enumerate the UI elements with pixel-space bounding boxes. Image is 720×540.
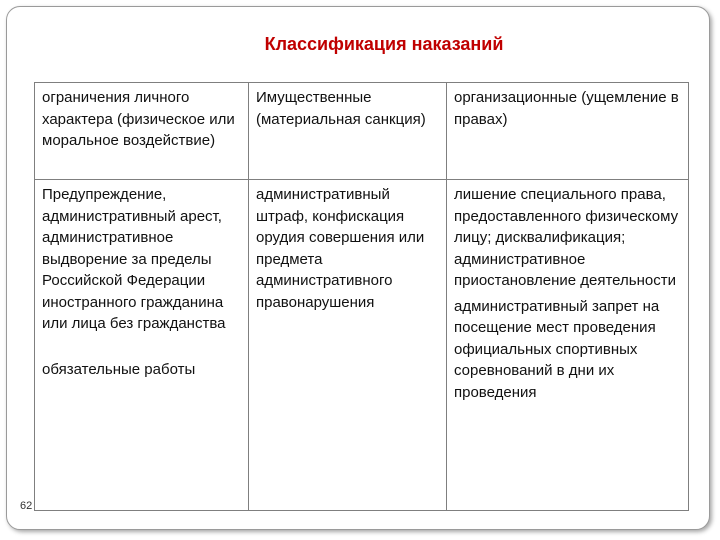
list-item: Предупреждение, административный арест, административное выдворение за пределы Российской Федерации иностранного гражданина или лица без гражданства	[42, 186, 226, 332]
list-item: административный штраф, конфискация орудия совершения или предмета административного правонарушения	[256, 186, 425, 311]
table-header-row	[35, 83, 689, 180]
list-item: лишение специального права, предоставленного физическому лицу; дисквалификация; административное приостановление деятельности	[454, 186, 679, 289]
table-body-row	[35, 180, 689, 511]
list-item: обязательные работы	[42, 360, 196, 378]
header-cell-organizational: организационные (ущемление в правах)	[447, 83, 689, 180]
list-item: административный запрет на посещение мест проведения официальных спортивных соревнований в дни их проведения	[454, 297, 660, 401]
body-cell-property	[249, 180, 447, 511]
header-cell-personal: ограничения личного характера (физическое или моральное воздействие)	[35, 83, 249, 180]
body-cell-organizational	[447, 180, 689, 511]
page-number: 62	[20, 500, 33, 512]
slide-title: Классификация наказаний	[264, 34, 504, 54]
body-cell-personal	[35, 180, 249, 511]
header-cell-property: Имущественные (материальная санкция)	[249, 83, 447, 180]
classification-table	[34, 82, 689, 511]
